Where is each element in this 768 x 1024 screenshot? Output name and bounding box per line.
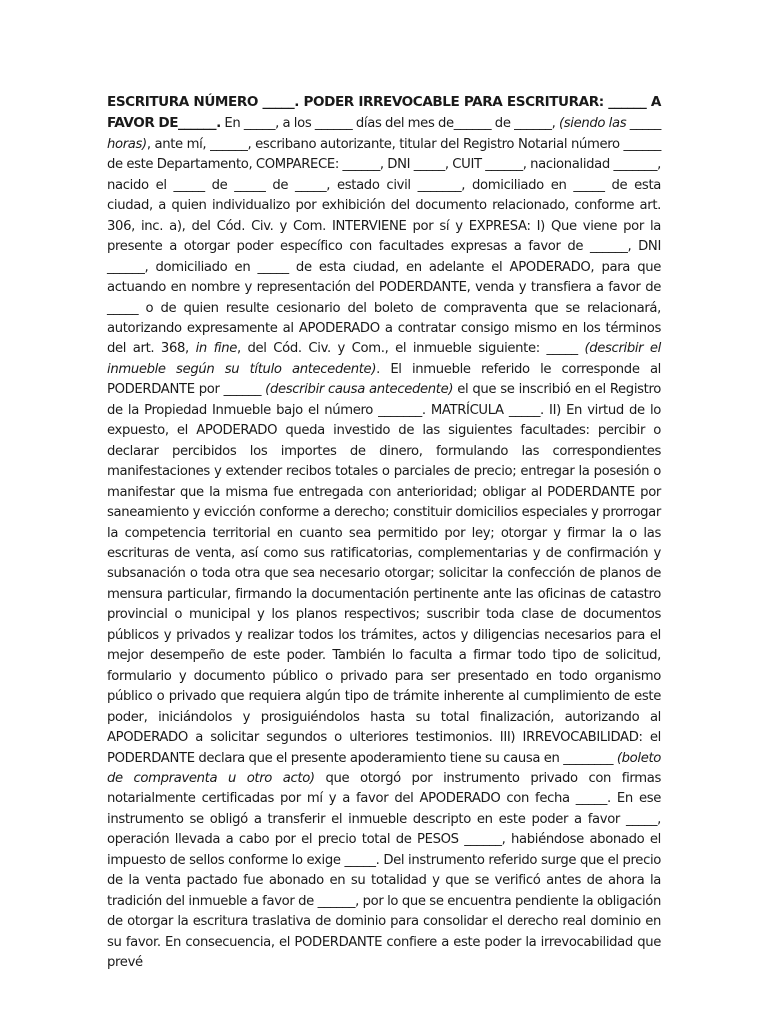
body-text-1: En _____, a los ______ días del mes de______ de ______, — [220, 116, 559, 132]
italic-note-2: in fine — [195, 341, 237, 357]
body-text-3: , del Cód. Civ. y Com., el inmueble siguiente: _____ — [236, 341, 585, 357]
body-text-2: , ante mí, ______, escribano autorizante, titular del Registro Notarial número ______ de este Departamento, COMPARECE: ______, DNI _____, CUIT ______, nacionalidad _______, nacido el _____ de _____ de _____, estado civil _______, domiciliado en _____ de esta ciudad, a quien individualizo por exhibición del documento relacionado, conforme art. 306, inc. a), del Cód. Civ. y Com. INTERVIENE por sí y EXPRESA: I) Que viene por la presente a otorgar poder específico con facultades expresas a favor de ______, DNI ______, domiciliado en _____ de esta ciudad, en adelante el APODERADO, para que actuando en nombre y representación del PODERDANTE, venda y transfiera a favor de _____ o de quien resulte cesionario del boleto de compraventa que se relacionará, autorizando expresamente al APODERADO a contratar consigo mismo en los términos del art. 368, — [107, 136, 661, 357]
italic-note-4: (describir causa antecedente) — [265, 382, 454, 398]
document-body — [107, 92, 661, 973]
body-text-4: . El inmueble referido le corresponde al PODERDANTE por ______ — [107, 361, 661, 398]
italic-note-5: (boleto de compraventa u otro acto) — [107, 750, 661, 786]
italic-note-1: (siendo las _____ horas) — [107, 116, 661, 152]
italic-note-3: (describir el inmueble según su título antecedente) — [107, 341, 661, 377]
body-text-6: que otorgó por instrumento privado con firmas notarialmente certificadas por mí y a favor del APODERADO con fecha _____. En ese instrumento se obligó a transferir el inmueble descripto en este poder a favor _____, operación llevada a cabo por el precio total de PESOS ______, habiéndose abonado el impuesto de sellos conforme lo exige _____. Del instrumento referido surge que el precio de la venta pactado fue abonado en su totalidad y que se verificó antes de ahora la tradición del inmueble a favor de ______, por lo que se encuentra pendiente la obligación de otorgar la escritura traslativa de dominio para consolidar el derecho real dominio en su favor. En consecuencia, el PODERDANTE confiere a este poder la irrevocabilidad que prevé — [107, 770, 661, 971]
document-title: ESCRITURA NÚMERO _____. PODER IRREVOCABLE PARA ESCRITURAR: ______ A FAVOR DE______. — [107, 94, 661, 132]
body-text-5: el que se inscribió en el Registro de la Propiedad Inmueble bajo el número _______. MATRÍCULA _____. II) En virtud de lo expuesto, el APODERADO queda investido de las siguientes facultades: percibir o declarar percibidos los importes de dinero, formulando las correspondientes manifestaciones y extender recibos totales o parciales de precio; entregar la posesión o manifestar que la misma fue entregada con anterioridad; obligar al PODERDANTE por saneamiento y evicción conforme a derecho; constituir domicilios especiales y prorrogar la competencia territorial en cuanto sea permitido por ley; otorgar y firmar la o las escrituras de venta, así como sus ratificatorias, complementarias y de confirmación y subsanación o toda otra que sea necesario otorgar; solicitar la confección de planos de mensura particular, firmando la documentación pertinente ante las oficinas de catastro provincial o municipal y los planos respectivos; suscribir toda clase de documentos públicos y privados y realizar todos los trámites, actos y diligencias necesarios para el mejor desempeño de este poder. También lo faculta a firmar todo tipo de solicitud, formulario y documento público o privado para ser presentado en todo organismo público o privado que requiera algún tipo de trámite inherente al cumplimiento de este poder, iniciándolos y prosiguiéndolos hasta su total finalización, autorizando al APODERADO a solicitar segundos o ulteriores testimonios. III) IRREVOCABILIDAD: el PODERDANTE declara que el presente apoderamiento tiene su causa en ________ — [107, 382, 661, 766]
